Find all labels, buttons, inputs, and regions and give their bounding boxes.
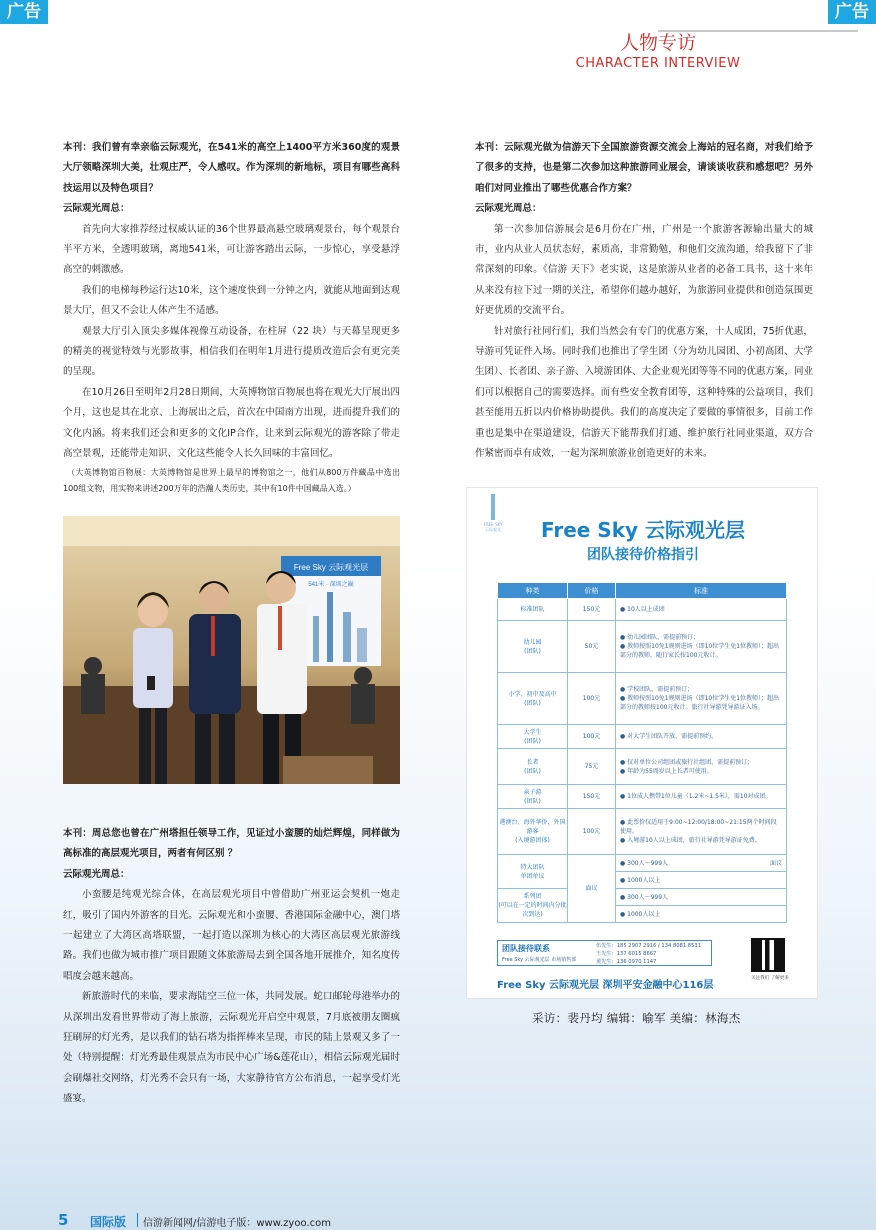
col-header-category: 种类 (498, 583, 568, 599)
left-bottom-article (63, 824, 400, 1110)
right-top-article (475, 138, 813, 465)
row-category-sub: (团队) (524, 699, 541, 707)
qr-caption: 关注我们 了解更多 (751, 976, 789, 981)
row-standard: ● 学校团队，需提前预订； (620, 686, 694, 693)
row-standard: ● 仅对单位公司组团或旅行社组团，需提前预订； (620, 758, 754, 766)
row-standard: ● 幼儿园团队，需提前预订； (620, 634, 700, 641)
row-price: 50元 (568, 621, 616, 673)
row-standard: ● 年龄为55周岁以上长者可使用。 (620, 767, 713, 775)
paragraph: 新旅游时代的来临，要求海陆空三位一体，共同发展。蛇口邮轮母港举办的从深圳出发看世界带动了海上旅游，云际观光开启空中观景，7月底被朋友圈疯狂刷屏的灯光秀，是以我们的钻石塔为指挥棒来呈现，市民的陆上景观又多了一处（特别提醒：灯光秀最佳观景点为市民中心广场&莲花山），相信云际观光届时会刷爆社交网络，灯光秀不会只有一场，大家静待官方公布消息，一起享受灯光盛宴。 (63, 991, 400, 1105)
row-standard: ● 10人以上成团 (620, 606, 665, 613)
section-title-cn: 人物专访 (619, 32, 696, 54)
edition-label: 国际版 (90, 1215, 127, 1229)
answerer-2: 云际观光周总： (63, 868, 130, 880)
row-category-sub: (团队) (524, 797, 541, 805)
museum-note: （大英博物馆百物展：大英博物馆是世界上最早的博物馆之一，他们从800万件藏品中选出100组文物，用实物来讲述200万年的浩瀚人类历史，其中有10件中国藏品入选。） (63, 467, 400, 493)
row-price: 75元 (568, 749, 616, 785)
card-subtitle: 团队接待价格指引 (587, 547, 699, 563)
row-category-sub: (入境游团体) (515, 837, 550, 844)
page-number: 5 (58, 1211, 69, 1229)
row-category: 幼儿园 (523, 638, 542, 646)
paragraph: 观景大厅引入顶尖多媒体视像互动设备，在柱屏（22 块）与天幕呈现更多的精美的视觉特效与光影故事，相信我们在明年1月进行提质改造后会有更完美的呈现。 (63, 325, 400, 378)
row-price: 100元 (568, 725, 616, 749)
row-category: 亲子游 (523, 788, 542, 796)
row-price: 100元 (568, 809, 616, 855)
table-row (498, 749, 787, 785)
row-standard: ● 此票价仅适用于9:00~12:00/18:00~21:15两个时间段使用。 (620, 819, 777, 835)
row-standard: ● 对大学生团队开放，需提前预约。 (620, 733, 718, 740)
row-category: 长者 (526, 758, 539, 766)
question-2: 本刊：周总您也曾在广州塔担任领导工作，见证过小蛮腰的灿烂辉煌，同样做为高标准的高层观光项目，两者有何区别 ？ (63, 828, 400, 860)
tier: ● 300人～999人 (620, 893, 669, 901)
left-top-article (63, 138, 400, 497)
col-header-price: 价格 (568, 583, 616, 599)
contact-box (497, 940, 712, 966)
site-link[interactable]: 信游新闻网/信游电子版：www.zyoo.com (143, 1218, 331, 1229)
row-price: 100元 (568, 673, 616, 725)
row-category-sub: (团队) (524, 767, 541, 775)
ad-label-right: 广告 (828, 0, 876, 24)
phone-line: 伍先生：185 2907 2916 / 134 8081 8531 (596, 943, 702, 949)
price-table (497, 582, 787, 923)
table-row (498, 889, 787, 906)
logo-text: FREE SKY 云际观光 (483, 522, 503, 532)
row-category-sub: (团队) (524, 737, 541, 745)
table-row (498, 785, 787, 809)
row-price: 面议 (568, 855, 616, 923)
question-1: 本刊：我们曾有幸亲临云际观光，在541米的高空上1400平方米360度的观景大厅领略深圳大美，壮观庄严，令人感叹。作为深圳的新地标，项目有哪些高科技运用以及特色项目？ (63, 142, 400, 194)
paragraph: 我们的电梯每秒运行达10米，这个速度快到一分钟之内，就能从地面到达观景大厅，但又不会让人体产生不适感。 (63, 284, 400, 317)
paragraph: 在10月26日至明年2月28日期间，大英博物馆百物展也将在观光大厅展出四个月，这也是其在北京、上海展出之后，首次在中国南方出现，进而提升我们的文化内涵。将来我们还会和更多的文化IP合作，让来到云际观光的游客除了带走高空景观，还能带走知识、文化这些能令人长久回味的丰富回忆。 (63, 386, 400, 460)
row-standard: ● 教师按照10免1规则进场（即10位学生免1位教师）；超出部分的教师，随行家长按100元收计。 (620, 643, 780, 659)
contact-phones (596, 942, 701, 966)
banner-sub: 541米 · 深圳之巅 (308, 582, 354, 588)
table-row (498, 855, 787, 872)
paragraph: 首先向大家推荐经过权威认证的36个世界最高悬空玻璃观景台，每个观景台半平方米，全透明玻璃，离地541米，可让游客踏出云际，一步惊心，享受悬浮高空的刺激感。 (63, 223, 400, 276)
col-header-standard: 标准 (616, 583, 787, 599)
photo-illustration (63, 516, 400, 784)
tier-price: 面议 (769, 859, 782, 867)
contact-sub: Free Sky 云际观光层 市场销售部 (502, 957, 577, 963)
table-row (498, 673, 787, 725)
row-category: 港澳台、海外华侨、外国游客 (499, 819, 566, 835)
row-category: 特大团队 (520, 863, 545, 871)
paragraph: 针对旅行社同行们，我们当然会有专门的优惠方案，十人成团，75折优惠，导游可凭证件入场。同时我们也推出了学生团（分为幼儿园团、小初高团、大学生团）、长者团、亲子游、入境游团体、大企业观光团等等不同的优惠方案，同业们可以根据自己的需要选择。而有些安全教育团等，这种特殊的公益项目，我们甚至能用五折以内价格协助提供。我们的高度决定了要做的事情很多，目前工作重也是集中在渠道建设，信游天下能帮我们打通、维护旅行社同业渠道，双方合作紧密而卓有成效，一起为深圳旅游业创造更好的未来。 (475, 325, 813, 460)
phone-line: 黄先生：136 0970 1147 (596, 959, 657, 965)
row-category: 系列团 (523, 893, 542, 900)
paragraph: 小蛮腰是纯观光综合体，在高层观光项目中曾借助广州亚运会契机一炮走红，吸引了国内外游客的目光。云际观光和小蛮腰、香港国际金融中心，澳门塔一起建立了大湾区高塔联盟，一起打造以深圳为核心的大湾区高层观光旅游线路。我们也做为城市推广项目跟随文体旅游局去到全国各地开展推介，知名度传唱度会越来越高。 (63, 889, 400, 982)
table-row (498, 809, 787, 855)
table-row (498, 599, 787, 621)
price-guide-card (466, 487, 818, 999)
row-category: 小学、初中及高中 (508, 690, 557, 698)
row-price: 150元 (568, 599, 616, 621)
paragraph: 第一次参加信游展会是6月份在广州，广州是一个旅游客源输出量大的城市，业内从业人员状态好，素质高，非常勤勉，和他们交流沟通，给我留下了非常深刻的印象。《信游 天下》老实说，这是旅游从业者的必备工具书，这十来年从来没有拉下过一期的关注，希望你们越办越好，为旅游同业提供和创造氛围更好更优质的交流平台。 (475, 223, 813, 317)
interview-photo (63, 516, 400, 784)
row-category-sub: (团队) (524, 647, 541, 655)
row-category: 大学生 (523, 728, 542, 736)
table-row (498, 725, 787, 749)
card-title: Free Sky 云际观光层 (540, 518, 746, 542)
contact-label: 团队接待联系 (502, 944, 550, 953)
answerer-3: 云际观光周总： (475, 203, 542, 215)
row-standard: ● 入境游10人以上成团，旅行社导游凭导游证免费。 (620, 837, 761, 844)
banner-title: Free Sky 云际观光层 (293, 563, 369, 572)
question-3: 本刊：云际观光做为信游天下全国旅游资源交流会上海站的冠名商，对我们给予了很多的支持，也是第二次参加这种旅游同业展会，请谈谈收获和感想吧？另外咱们对同业推出了哪些优惠合作方案？ (475, 142, 813, 194)
row-standard: ● 教师按照10免1规则进场（即10位学生免1位教师）；超出部分的教师按100元收计。旅行社导游凭导游证入场。 (620, 695, 780, 711)
footer-divider (137, 1213, 138, 1227)
row-category-sub: (可以在一定的时间内分批次到达) (498, 902, 567, 918)
section-header (452, 30, 864, 84)
phone-line: 王先生：137 6015 8667 (596, 951, 657, 957)
answerer-1: 云际观光周总： (63, 203, 130, 215)
tier: ● 1000人以上 (620, 876, 661, 884)
ad-label-left: 广告 (0, 0, 48, 24)
tier: ● 300人～999人 (620, 859, 669, 867)
row-category: 标准团队 (520, 606, 545, 613)
card-address: Free Sky 云际观光层 深圳平安金融中心116层 (497, 980, 714, 991)
row-category-sub: 单团单议 (520, 872, 545, 880)
qr-code[interactable] (751, 938, 785, 972)
section-title-en: CHARACTER INTERVIEW (575, 56, 741, 71)
page-footer (0, 1211, 876, 1230)
row-standard: ● 1位成人携带1位儿童（1.2米~1.5米），需10对成团。 (620, 793, 772, 800)
table-row (498, 621, 787, 673)
row-price: 150元 (568, 785, 616, 809)
tier: ● 1000人以上 (620, 910, 661, 918)
credits: 采访：裴丹均 编辑：喻军 美编：林海杰 (532, 1011, 741, 1025)
